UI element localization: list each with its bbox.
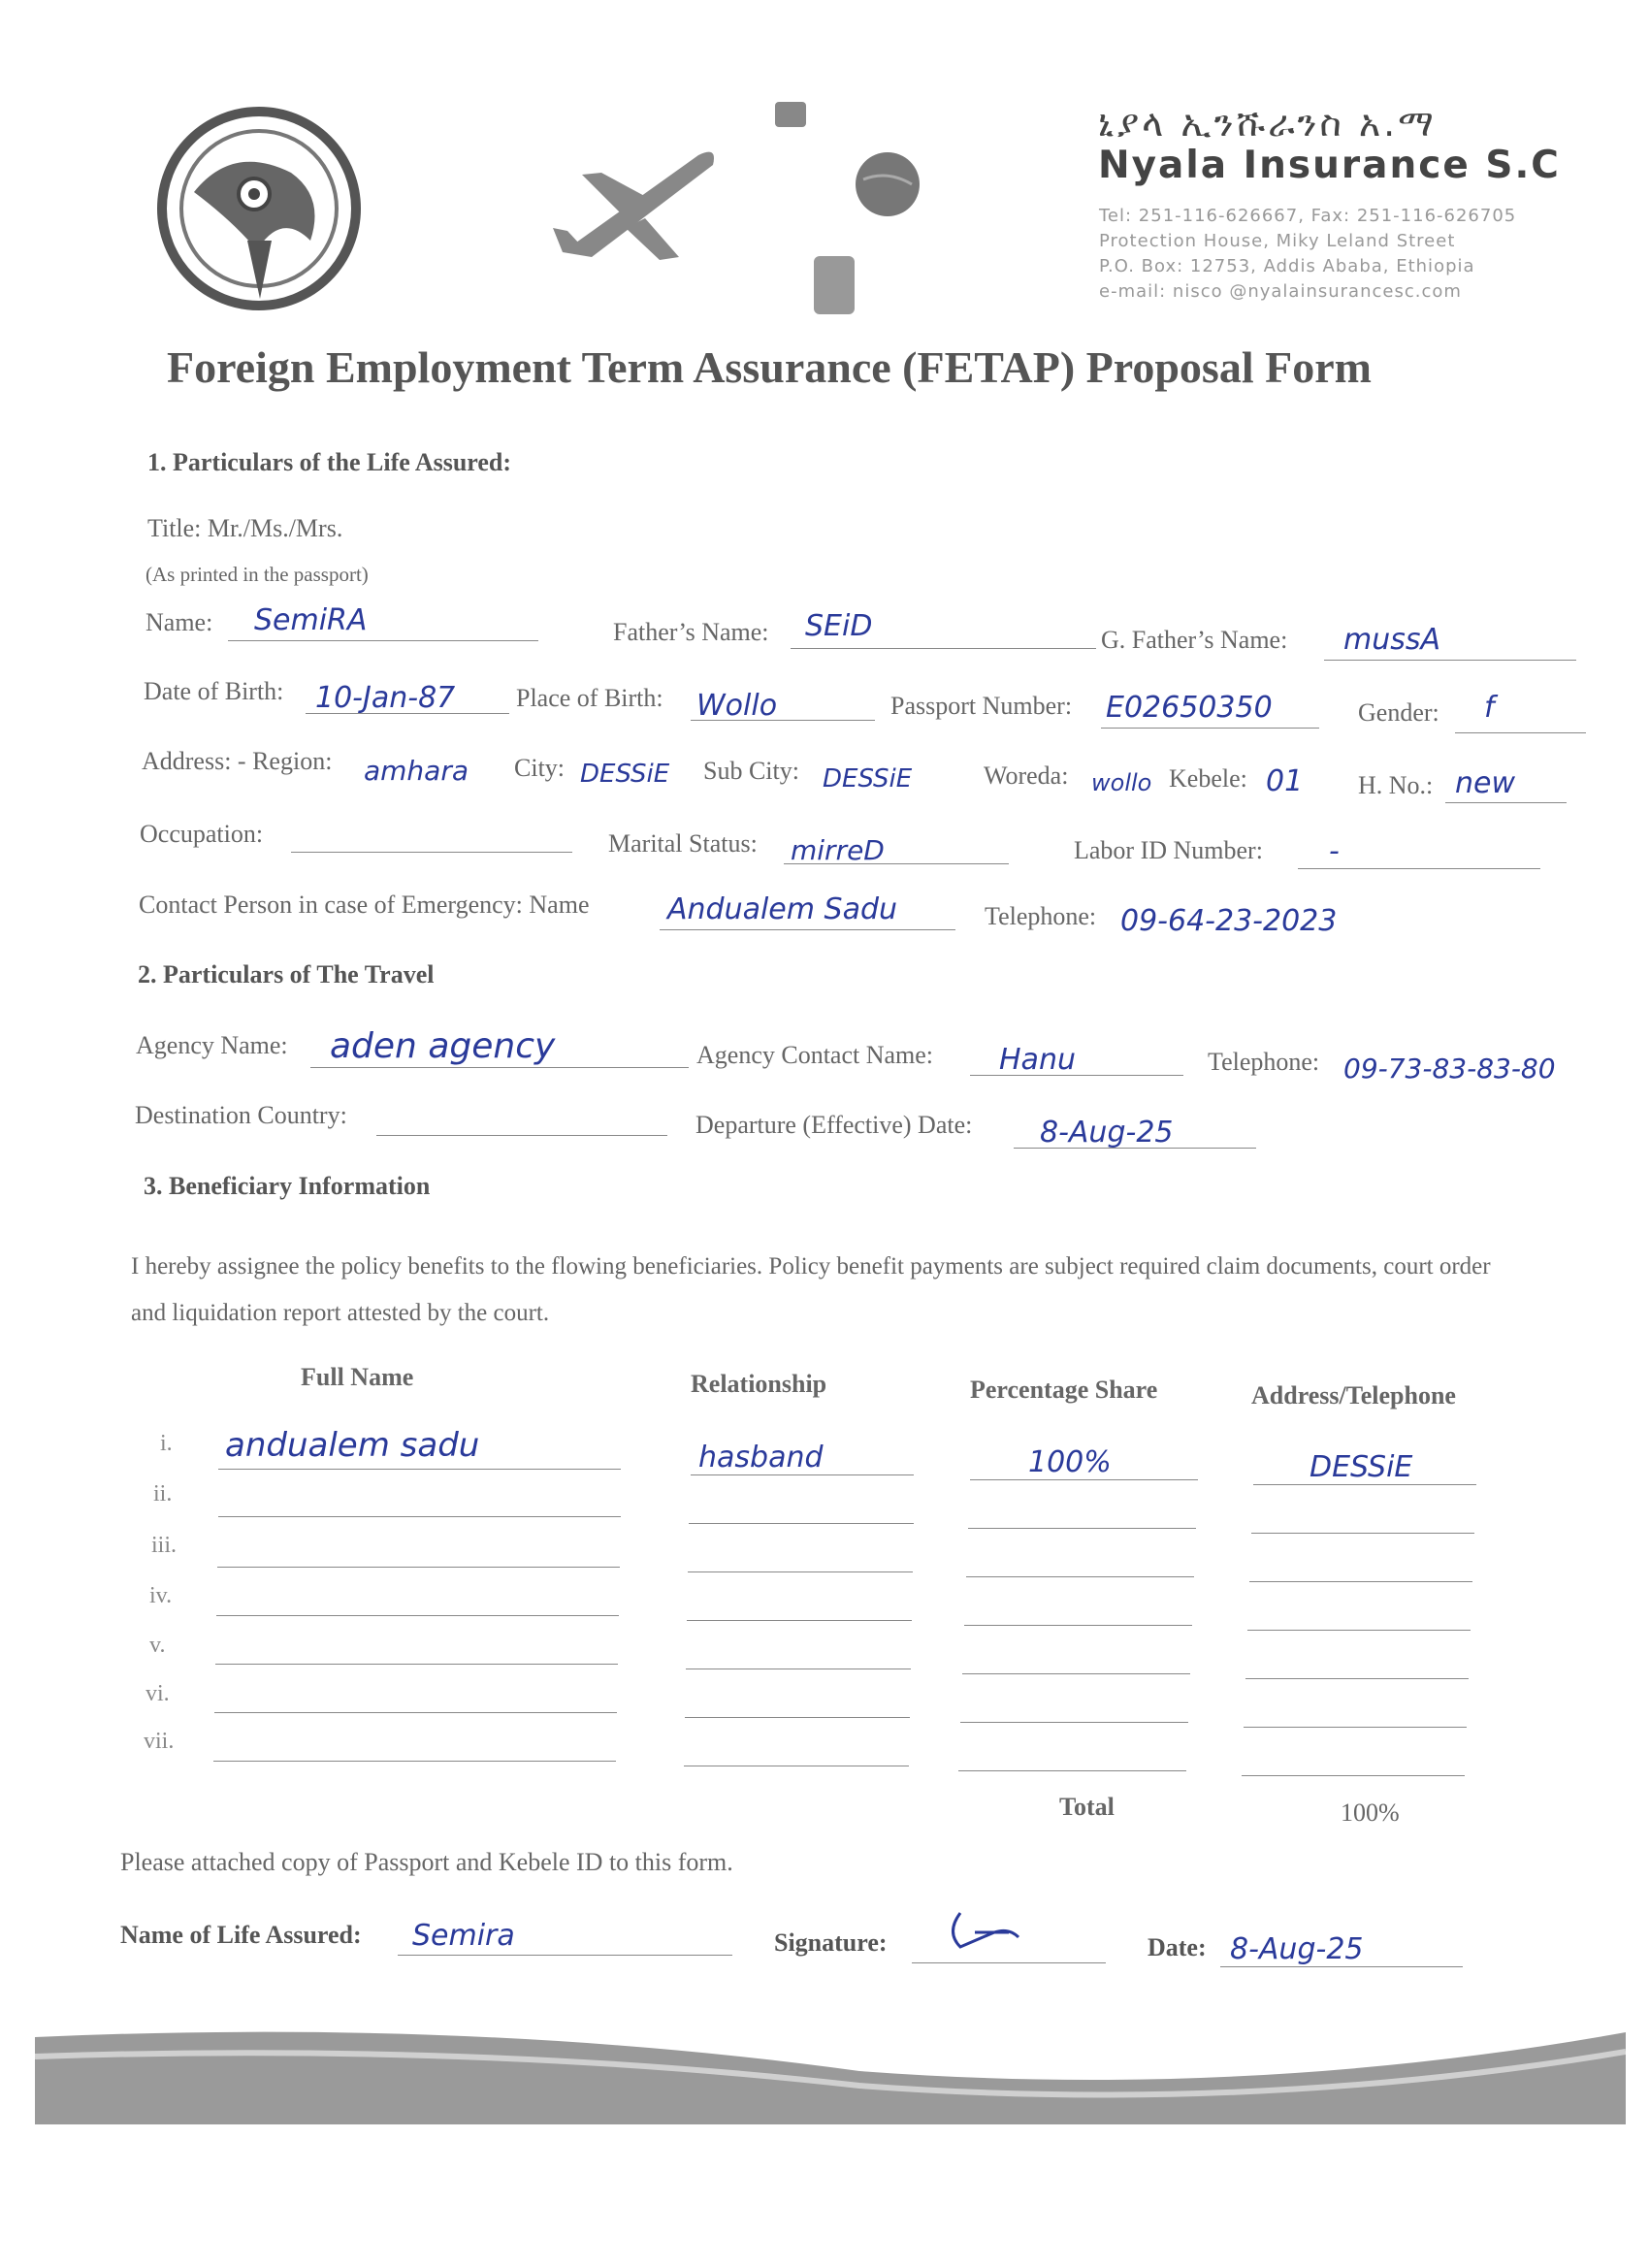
life-assured-name-line [398,1955,732,1956]
row-line [687,1620,912,1621]
total-value: 100% [1341,1798,1400,1827]
city-label: City: [514,754,566,782]
row-line [966,1576,1194,1577]
woreda-value[interactable]: wollo [1091,769,1152,796]
row-line [962,1673,1190,1674]
contact-pobox: P.O. Box: 12753, Addis Ababa, Ethiopia [1099,256,1475,276]
footer-wave-band [35,2018,1626,2124]
woreda-label: Woreda: [984,761,1069,790]
name-line [228,640,538,641]
row-line [970,1479,1198,1480]
kebele-value[interactable]: 01 [1266,764,1304,798]
father-name-value[interactable]: SEiD [805,609,873,643]
contact-email: e-mail: nisco @nyalainsurancesc.com [1099,281,1462,302]
life-assured-name-label: Name of Life Assured: [120,1921,362,1949]
life-assured-name-value[interactable]: Semira [412,1919,515,1953]
labor-id-line [1298,868,1540,869]
row-line [1242,1775,1465,1776]
emergency-tel-label: Telephone: [985,902,1097,930]
row-number: iv. [149,1583,173,1608]
departure-value[interactable]: 8-Aug-25 [1040,1116,1174,1150]
company-name-amharic: ኒያላ ኢንሹራንስ አ.ማ [1098,102,1437,145]
total-label: Total [1059,1793,1115,1821]
bag-icon [771,92,810,131]
section1-heading: 1. Particulars of the Life Assured: [147,448,512,476]
pob-label: Place of Birth: [516,684,663,712]
section2-heading: 2. Particulars of The Travel [138,960,435,988]
row-line [968,1528,1196,1529]
row-line [958,1770,1186,1771]
beneficiary-address[interactable]: DESSiE [1310,1450,1413,1484]
departure-line [1014,1148,1256,1149]
row-number: vii. [144,1729,175,1754]
row-line [214,1712,617,1713]
row-line [218,1469,621,1470]
gender-line [1455,732,1586,733]
agency-name-line [310,1067,689,1068]
region-label: Address: - Region: [142,747,333,775]
nyala-logo [155,105,364,313]
occupation-label: Occupation: [140,820,264,848]
attach-note: Please attached copy of Passport and Kebele ID to this form. [120,1848,733,1876]
row-number: ii. [153,1481,173,1507]
row-line [691,1474,914,1475]
suitcase-icon [810,250,858,318]
contact-address: Protection House, Miky Leland Street [1099,231,1456,251]
gender-value[interactable]: f [1484,691,1495,725]
row-line [217,1567,620,1568]
row-line [1247,1630,1471,1631]
marital-label: Marital Status: [608,829,758,858]
agency-contact-label: Agency Contact Name: [696,1041,934,1069]
hno-line [1445,802,1567,803]
row-line [1244,1727,1467,1728]
agency-name-value[interactable]: aden agency [330,1026,556,1066]
title-label: Title: Mr./Ms./Mrs. [147,514,343,542]
beneficiary-statement: I hereby assignee the policy benefits to the flowing beneficiaries. Policy benefit payments are subject required claim documents, court order and liquidation report attested by the court. [131,1253,1491,1326]
globe-icon [854,150,922,218]
subcity-value[interactable]: DESSiE [823,764,913,794]
passport-note: (As printed in the passport) [146,563,369,586]
row-line [216,1615,619,1616]
agency-contact-line [970,1075,1183,1076]
name-label: Name: [146,608,213,636]
marital-value[interactable]: mirreD [791,834,885,866]
city-value[interactable]: DESSiE [580,760,670,789]
pob-line [691,720,875,721]
emergency-name-value[interactable]: Andualem Sadu [667,892,898,926]
date-line [1220,1966,1463,1967]
contact-tel: Tel: 251-116-626667, Fax: 251-116-626705 [1099,206,1517,226]
agency-contact-value[interactable]: Hanu [999,1043,1076,1077]
labor-id-value[interactable]: - [1329,834,1340,868]
hno-value[interactable]: new [1455,766,1516,800]
emergency-name-label: Contact Person in case of Emergency: Name [139,891,590,919]
date-value[interactable]: 8-Aug-25 [1230,1932,1364,1966]
row-line [213,1761,616,1762]
gfather-name-line [1324,660,1576,661]
name-value[interactable]: SemiRA [254,603,368,637]
row-number: i. [160,1431,173,1456]
signature[interactable] [941,1903,1028,1961]
agency-tel-label: Telephone: [1208,1048,1320,1076]
beneficiary-share[interactable]: 100% [1028,1445,1112,1479]
date-label: Date: [1148,1933,1207,1961]
passport-line [1101,728,1319,729]
occupation-line [291,852,572,853]
labor-id-label: Labor ID Number: [1074,836,1263,864]
pob-value[interactable]: Wollo [696,689,778,723]
section3-heading: 3. Beneficiary Information [144,1172,431,1200]
father-name-label: Father’s Name: [613,618,769,646]
row-line [960,1722,1188,1723]
form-title: Foreign Employment Term Assurance (FETAP) Proposal Form [167,342,1372,392]
dob-line [306,713,509,714]
dob-value[interactable]: 10-Jan-87 [315,681,456,715]
col-percentage-share: Percentage Share [970,1376,1158,1404]
destination-line [376,1135,667,1136]
dob-label: Date of Birth: [144,677,284,705]
row-line [215,1664,618,1665]
row-line [1245,1678,1469,1679]
kebele-label: Kebele: [1169,764,1247,793]
row-line [964,1625,1192,1626]
gfather-name-label: G. Father’s Name: [1101,626,1288,654]
passport-label: Passport Number: [890,692,1073,720]
signature-label: Signature: [774,1928,888,1957]
beneficiary-relationship[interactable]: hasband [698,1441,824,1474]
col-full-name: Full Name [301,1363,414,1391]
hno-label: H. No.: [1358,771,1434,799]
row-line [1249,1581,1472,1582]
col-address-telephone: Address/Telephone [1251,1381,1456,1409]
company-name: Nyala Insurance S.C [1098,144,1561,187]
region-value[interactable]: amhara [364,755,469,787]
departure-label: Departure (Effective) Date: [695,1111,973,1139]
subcity-label: Sub City: [703,757,799,785]
row-line [1251,1533,1474,1534]
row-line [685,1717,910,1718]
marital-line [784,863,1009,864]
airplane-icon [553,136,728,272]
row-line [218,1516,621,1517]
passport-value[interactable]: E02650350 [1106,691,1273,725]
emergency-name-line [660,929,955,930]
row-number: iii. [151,1533,178,1558]
row-line [1253,1484,1476,1485]
row-number: vi. [146,1681,170,1706]
col-relationship: Relationship [691,1370,827,1398]
agency-name-label: Agency Name: [136,1031,288,1059]
signature-line [912,1962,1106,1963]
row-line [689,1523,914,1524]
destination-label: Destination Country: [135,1101,347,1129]
agency-tel-value[interactable]: 09-73-83-83-80 [1343,1053,1556,1085]
father-name-line [791,648,1096,649]
beneficiary-name[interactable]: andualem sadu [225,1426,480,1465]
row-line [688,1571,913,1572]
gender-label: Gender: [1358,698,1439,727]
emergency-tel-value[interactable]: 09-64-23-2023 [1120,904,1338,938]
gfather-name-value[interactable]: mussA [1343,623,1441,657]
row-number: v. [149,1633,166,1658]
